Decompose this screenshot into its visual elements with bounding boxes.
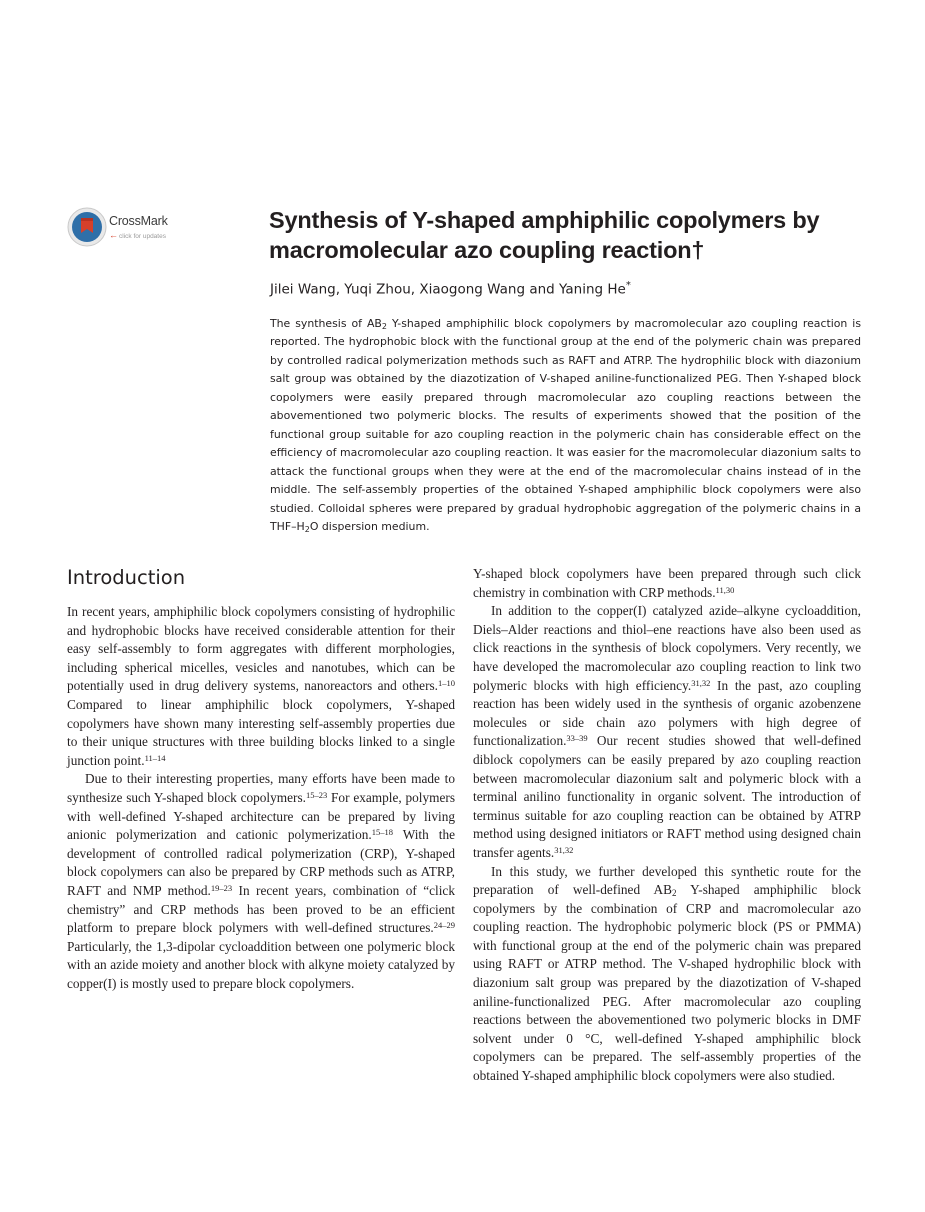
intro-p2-text-d: In recent years, combination of “click chemistry” and CRP methods has been proved to be an efficient platform to prepare block polymers with well-defined structures.	[67, 882, 455, 936]
citation-ref[interactable]: 19–23	[210, 882, 233, 893]
abstract	[270, 315, 861, 536]
intro-p5-text-b: Y-shaped amphiphilic block copolymers by the combination of CRP and macromolecular azo coupling reaction. The hydrophobic polymeric block (PS or PMMA) with functional group at the end of the polymeric chain was prepared using RAFT or ATRP method. The V-shaped hydrophilic block with diazonium salt group was prepared by the diazotization of V-shaped aniline-functionalized PEG. After macromolecular azo coupling reactions between the abovementioned two polymeric blocks in DMF solvent under 0 °C, well-defined Y-shaped amphiphilic block copolymers can be prepared. The self-assembly properties of the obtained Y-shaped amphiphilic block copolymers were also studied.	[473, 882, 861, 1084]
corresponding-author-mark: *	[625, 280, 631, 291]
abstract-subscript-2: 2	[304, 524, 310, 534]
intro-paragraph-2	[67, 770, 455, 993]
intro-p2-text-c: With the development of controlled radical polymerization (CRP), Y-shaped block copolymers can also be prepared by CRP methods such as ATRP, RAFT and NMP method.	[67, 827, 455, 898]
intro-paragraph-3	[473, 565, 861, 602]
crossmark-title: CrossMark	[109, 214, 168, 228]
body-column-right	[473, 565, 861, 1086]
citation-ref[interactable]: 24–29	[433, 920, 455, 931]
intro-p4-text-c: Our recent studies showed that well-defined diblock copolymers can be easily prepared by azo coupling reaction between macromolecular diazonium salt and polymeric block with a terminal anilino functionality in organic solvent. The introduction of terminus suitable for azo coupling reaction can be obtained by ATRP method using designed initiators or RAFT method using designed chain transfer agents.	[473, 733, 861, 860]
introduction-heading: Introduction	[67, 566, 186, 589]
abstract-subscript-1: 2	[381, 322, 387, 331]
citation-ref[interactable]: 33–39	[566, 733, 588, 744]
intro-paragraph-5	[473, 863, 861, 1086]
arrow-left-icon: ←	[109, 230, 118, 240]
intro-paragraph-4	[473, 602, 861, 862]
intro-p2-text-b: For example, polymers with well-defined Y-shaped architecture can be prepared by living anionic polymerization and cationic polymerization.	[67, 789, 455, 843]
citation-ref[interactable]: 31,32	[691, 677, 711, 688]
intro-p2-text-a: Due to their interesting properties, many efforts have been made to synthesize such Y-shaped block copolymers.	[67, 771, 455, 805]
intro-p3-text-a: Y-shaped block copolymers have been prepared through such click chemistry in combination with CRP methods.	[473, 566, 861, 600]
article-title: Synthesis of Y-shaped amphiphilic copolymers by macromolecular azo coupling reaction†	[269, 207, 820, 263]
crossmark-subtitle-text: click for updates	[119, 233, 166, 240]
citation-ref[interactable]: 15–18	[371, 827, 393, 838]
citation-ref[interactable]: 11–14	[144, 752, 166, 763]
intro-p4-text-b: In the past, azo coupling reaction has been widely used in the synthesis of organic azobenzene molecules or side chain azo polymers with high degree of functionalization.	[473, 677, 861, 749]
intro-p1-text-b: Compared to linear amphiphilic block copolymers, Y-shaped copolymers have shown many interesting self-assembly properties due to their unique structures with three building blocks linked to a single junction point.	[67, 696, 455, 768]
abstract-text-3: O dispersion medium.	[309, 519, 430, 533]
crossmark-badge[interactable]	[67, 207, 179, 249]
intro-p5-text-a: In this study, we further developed this synthetic route for the preparation of well-defined AB	[473, 863, 861, 898]
body-column-left	[67, 603, 455, 993]
abstract-text-2: Y-shaped amphiphilic block copolymers by macromolecular azo coupling reaction is reported. The hydrophobic block with the functional group at the end of the polymeric chain was prepared by controlled radical polymerization methods such as RAFT and ATRP. The hydrophilic block with diazonium salt group was obtained by the diazotization of V-shaped aniline-functionalized PEG. Then Y-shaped block copolymers were easily prepared through macromolecular azo coupling reactions between the abovementioned two polymeric blocks. The results of experiments showed that the position of the functional group suitable for azo coupling reaction in the polymeric chain has considerable effect on the efficiency of macromolecular azo coupling reaction. It was easier for the macromolecular diazonium salts to attack the functional groups when they were at the end of the macromolecular chains instead of in the middle. The self-assembly properties of the obtained Y-shaped amphiphilic block copolymers were also studied. Colloidal spheres were prepared by gradual hydrophobic aggregation of the polymeric chains in a THF–H	[270, 317, 861, 533]
intro-paragraph-1	[67, 603, 455, 770]
citation-ref[interactable]: 15–23	[305, 789, 328, 800]
intro-p1-text-a: In recent years, amphiphilic block copolymers consisting of hydrophilic and hydrophobic blocks have received considerable attention for their easy self-assembly to form aggregates with different morphologies, including spherical micelles, vesicles and nanotubes, which can be potentially used in drug delivery systems, nanoreactors and others.	[67, 604, 455, 694]
citation-ref[interactable]: 11,30	[715, 584, 735, 595]
citation-ref[interactable]: 31,32	[554, 844, 574, 855]
intro-p2-text-e: Particularly, the 1,3-dipolar cycloaddition between one polymeric block with an azide moiety and another block with alkyne moiety catalyzed by copper(I) is mostly used to prepare block copolymers.	[67, 938, 455, 991]
author-names: Jilei Wang, Yuqi Zhou, Xiaogong Wang and Yaning He	[270, 281, 626, 298]
crossmark-subtitle	[109, 230, 166, 240]
intro-p4-text-a: In addition to the copper(I) catalyzed azide–alkyne cycloaddition, Diels–Alder reactions and thiol–ene reactions have also been used as click reactions in the synthesis of block copolymers. Very recently, we have developed the macromolecular azo coupling reaction to link two polymeric blocks with high efficiency.	[473, 603, 861, 693]
citation-ref[interactable]: 1–10	[438, 678, 455, 689]
crossmark-icon	[67, 207, 107, 247]
subscript-2: 2	[672, 888, 677, 899]
abstract-text-1: The synthesis of AB	[270, 317, 382, 330]
author-list	[270, 280, 631, 298]
